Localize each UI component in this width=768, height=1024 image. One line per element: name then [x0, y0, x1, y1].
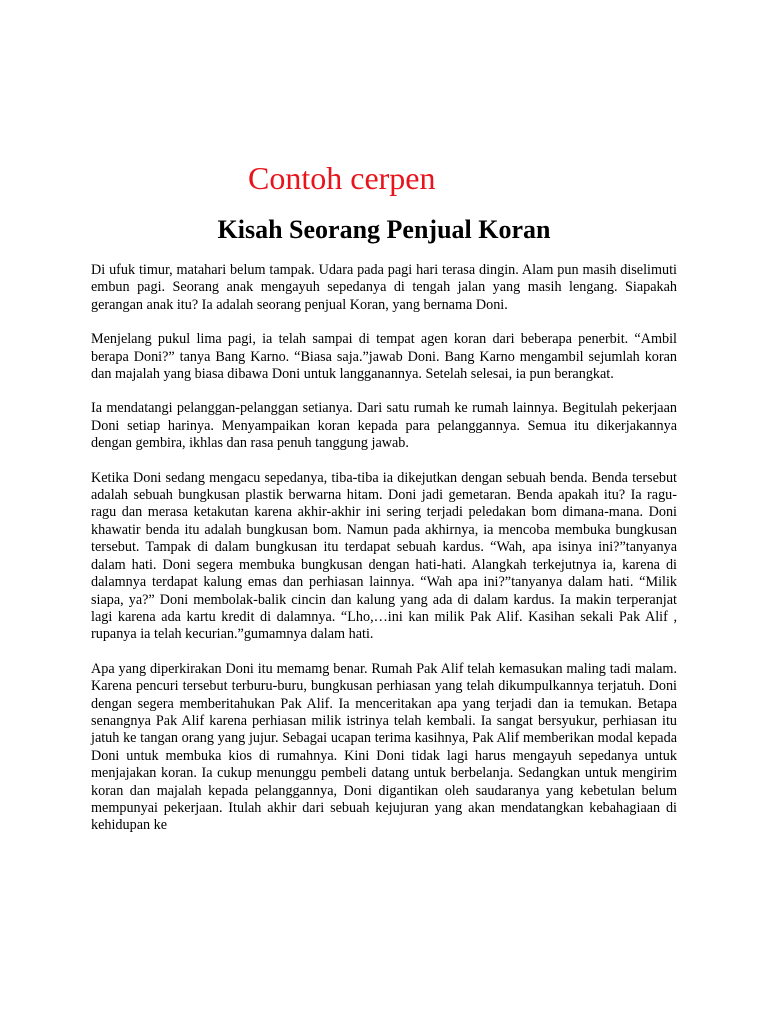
- paragraph: Menjelang pukul lima pagi, ia telah sampai di tempat agen koran dari beberapa penerbit. “Ambil berapa Doni?” tanya Bang Karno. “Biasa saja.”jawab Doni. Bang Karno mengambil sejumlah koran dan majalah yang biasa dibawa Doni untuk langganannya. Setelah selesai, ia pun berangkat.: [91, 331, 677, 383]
- paragraph: Di ufuk timur, matahari belum tampak. Udara pada pagi hari terasa dingin. Alam pun masih diselimuti embun pagi. Seorang anak mengayuh sepedanya di tengah jalan yang masih lengang. Siapakah gerangan anak itu? Ia adalah seorang penjual Koran, yang bernama Doni.: [91, 262, 677, 313]
- paragraph: Apa yang diperkirakan Doni itu memamg benar. Rumah Pak Alif telah kemasukan maling tadi malam. Karena pencuri tersebut terburu-buru, bungkusan perhiasan yang telah dikumpulkannya terjatuh. Doni dengan segera memberitahukan Pak Alif. Ia menceritakan apa yang terjadi dan ia temukan. Betapa senangnya Pak Alif karena perhiasan milik istrinya telah kembali. Ia sangat bersyukur, perhiasan itu jatuh ke tangan orang yang jujur. Sebagai ucapan terima kasihnya, Pak Alif memberikan modal kepada Doni untuk membuka kios di rumahnya. Kini Doni tidak lagi harus mengayuh sepedanya untuk menjajakan koran. Ia cukup menunggu pembeli datang untuk berbelanja. Sedangkan untuk mengirim koran dan majalah kepada pelanggannya, Doni digantikan oleh saudaranya yang kebetulan belum mempunyai pekerjaan. Itulah akhir dari sebuah kejujuran yang akan mendatangkan kebahagiaan di kehidupan ke: [91, 660, 677, 834]
- paragraph: Ia mendatangi pelanggan-pelanggan setianya. Dari satu rumah ke rumah lainnya. Begitulah pekerjaan Doni setiap harinya. Menyampaikan koran kepada para pelanggannya. Semua itu dikerjakannya dengan gembira, ikhlas dan rasa penuh tanggung jawab.: [91, 400, 677, 452]
- paragraph: Ketika Doni sedang mengacu sepedanya, tiba-tiba ia dikejutkan dengan sebuah benda. Benda tersebut adalah sebuah bungkusan plastik berwarna hitam. Doni jadi gemetaran. Benda apakah itu? Ia ragu-ragu dan merasa ketakutan karena akhir-akhir ini sering terjadi peledakan bom dimana-mana. Doni khawatir benda itu adalah bungkusan bom. Namun pada akhirnya, ia mencoba membuka bungkusan tersebut. Tampak di dalam bungkusan itu terdapat sebuah kardus. “Wah, apa isinya ini?”tanyanya dalam hati. Doni segera membuka bungkusan dengan hati-hati. Alangkah terkejutnya ia, karena di dalamnya terdapat kalung emas dan perhiasan lainnya. “Wah apa ini?”tanyanya dalam hati. “Milik siapa, ya?” Doni membolak-balik cincin dan kalung yang ada di dalam kardus. Ia makin terperanjat lagi karena ada kartu kredit di dalamnya. “Lho,…ini kan milik Pak Alif. Kasihan sekali Pak Alif , rupanya ia telah kecurian.”gumamnya dalam hati.: [91, 469, 677, 643]
- story-body: [91, 262, 677, 852]
- story-title: Kisah Seorang Penjual Koran: [217, 215, 551, 244]
- document-title: Contoh cerpen: [248, 160, 436, 196]
